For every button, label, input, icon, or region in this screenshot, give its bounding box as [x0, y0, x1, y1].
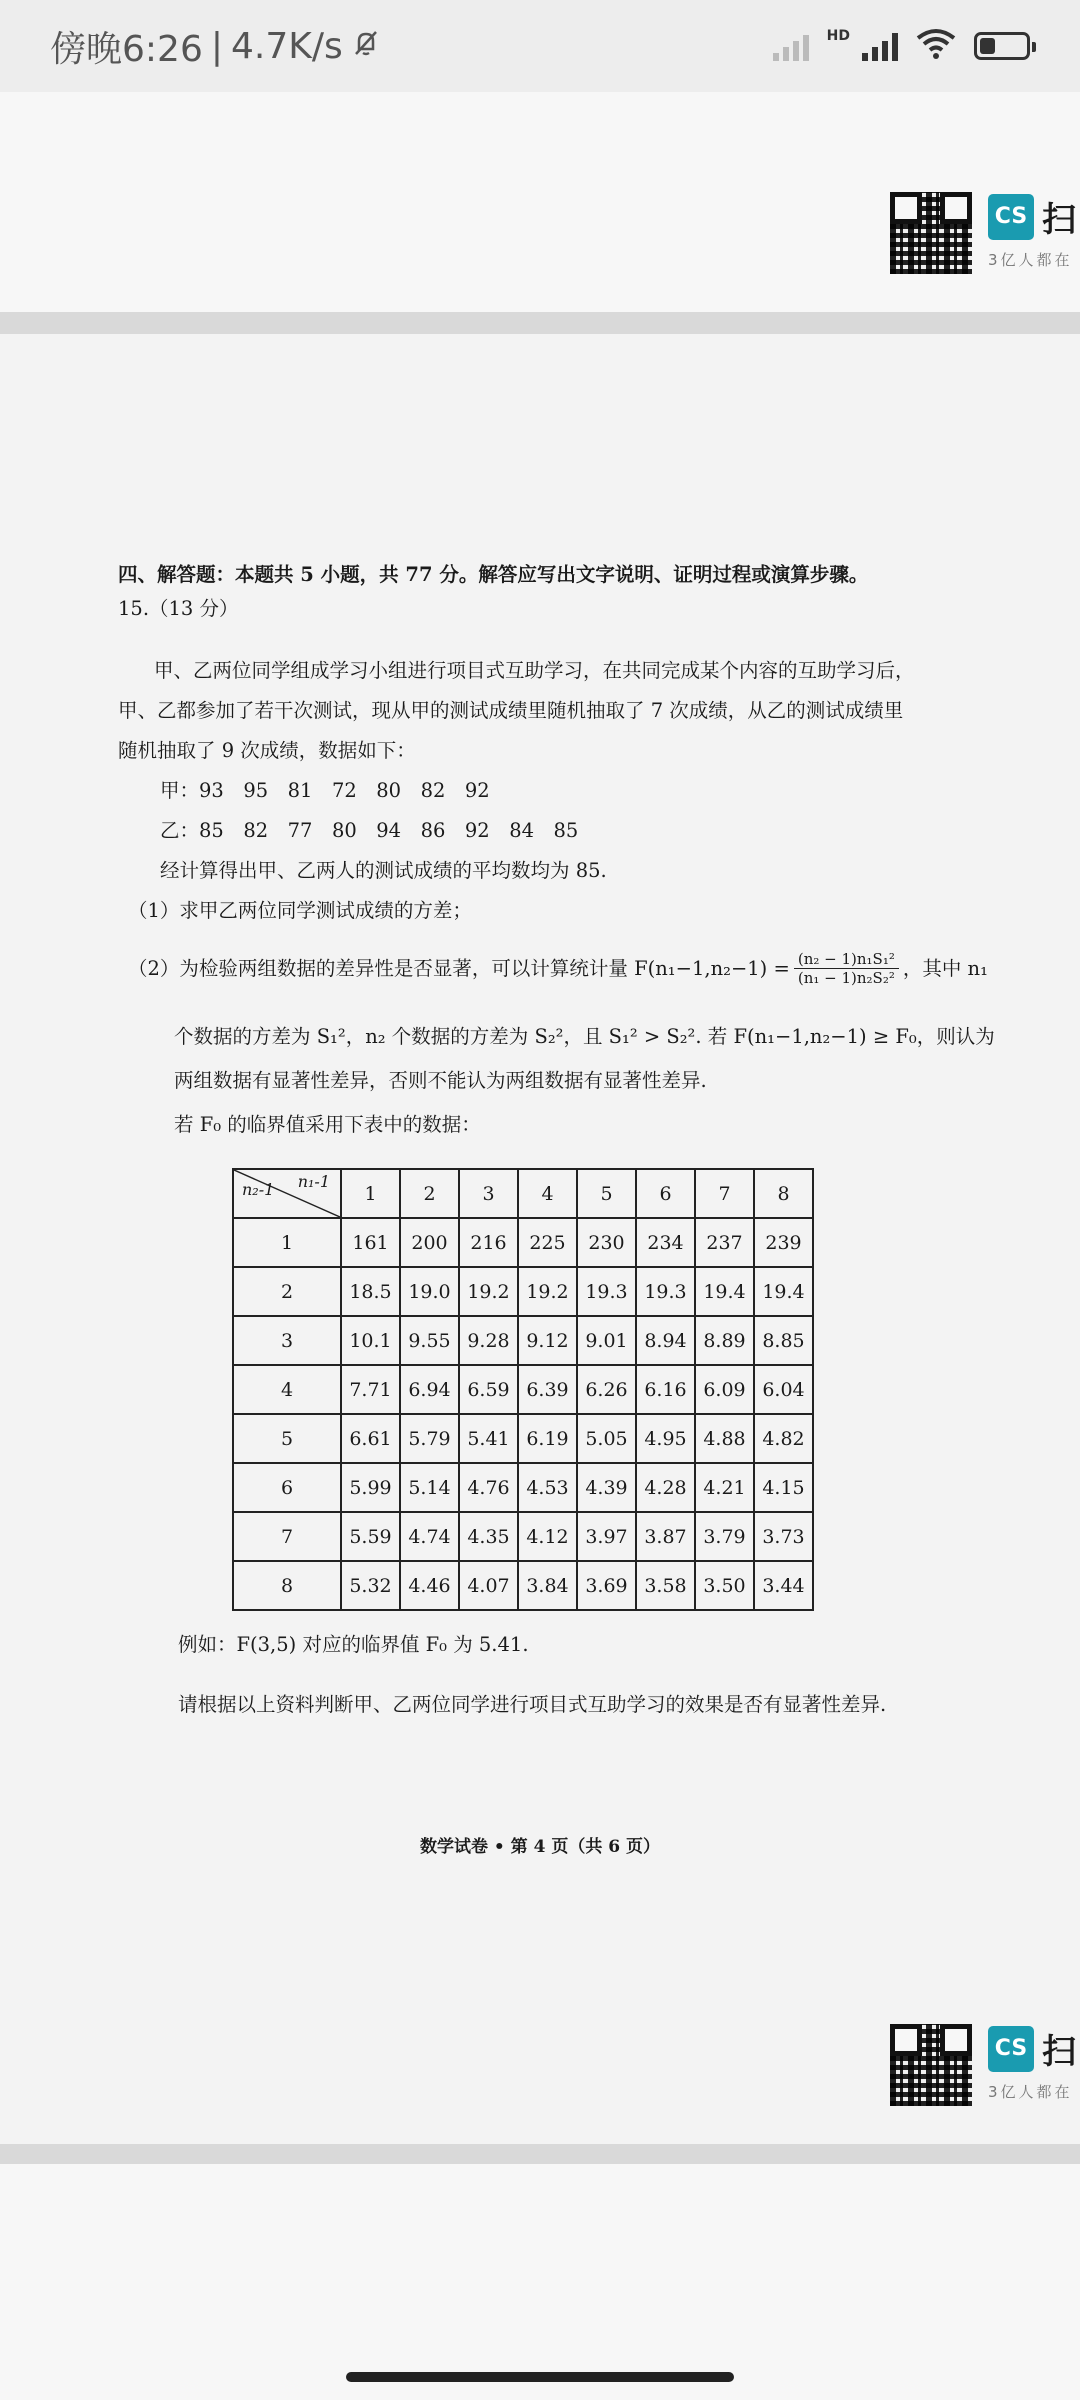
table-cell: 19.3	[577, 1267, 636, 1316]
table-cell: 5.05	[577, 1414, 636, 1463]
home-indicator[interactable]	[346, 2372, 734, 2382]
part-1: （1）求甲乙两位同学测试成绩的方差；	[128, 899, 472, 922]
cs-brand-icon: CS	[988, 2026, 1034, 2072]
table-cell: 4.88	[695, 1414, 754, 1463]
table-row	[233, 1316, 813, 1365]
table-cell: 200	[400, 1218, 459, 1267]
signal-weak-icon	[773, 31, 809, 61]
fraction-denominator: (n₁ − 1)n₂S₂²	[797, 969, 895, 987]
table-cell: 4.76	[459, 1463, 518, 1512]
table-cell: 4.82	[754, 1414, 813, 1463]
wifi-icon	[916, 28, 956, 64]
table-row	[233, 1512, 813, 1561]
table-cell: 3.50	[695, 1561, 754, 1610]
table-cell: 8.89	[695, 1316, 754, 1365]
table-cell: 5.32	[341, 1561, 400, 1610]
status-time: 傍晚6:26	[50, 28, 203, 70]
jia-scores: 甲：93 95 81 72 80 82 92	[160, 779, 490, 802]
table-cell: 5.99	[341, 1463, 400, 1512]
column-header: 2	[400, 1169, 459, 1218]
column-header: 8	[754, 1169, 813, 1218]
row-header: 2	[233, 1267, 341, 1316]
table-corner-cell	[233, 1169, 341, 1218]
table-cell: 3.58	[636, 1561, 695, 1610]
part-2-line-1	[128, 950, 988, 987]
row-header: 7	[233, 1512, 341, 1561]
table-cell: 9.28	[459, 1316, 518, 1365]
table-cell: 3.69	[577, 1561, 636, 1610]
status-separator: |	[210, 25, 223, 67]
table-cell: 4.39	[577, 1463, 636, 1512]
table-row	[233, 1561, 813, 1610]
row-header: 1	[233, 1218, 341, 1267]
part-2-text-a: （2）为检验两组数据的差异性是否显著，可以计算统计量 F(n₁−1,n₂−1) =	[128, 956, 790, 980]
row-header: 3	[233, 1316, 341, 1365]
row-header: 6	[233, 1463, 341, 1512]
camscanner-watermark-top	[890, 192, 1076, 274]
table-cell: 19.0	[400, 1267, 459, 1316]
part-2-line-3: 两组数据有显著性差异，否则不能认为两组数据有显著性差异.	[174, 1069, 707, 1092]
table-cell: 7.71	[341, 1365, 400, 1414]
table-cell: 6.19	[518, 1414, 577, 1463]
cs-brand-word: 扫	[1042, 2032, 1076, 2072]
table-cell: 19.4	[754, 1267, 813, 1316]
table-cell: 18.5	[341, 1267, 400, 1316]
table-cell: 4.21	[695, 1463, 754, 1512]
table-cell: 3.44	[754, 1561, 813, 1610]
camscanner-logo	[988, 192, 1076, 270]
f-critical-value-table	[232, 1168, 814, 1611]
table-cell: 6.26	[577, 1365, 636, 1414]
table-cell: 230	[577, 1218, 636, 1267]
column-header: 1	[341, 1169, 400, 1218]
table-cell: 6.09	[695, 1365, 754, 1414]
mute-bell-icon	[351, 26, 381, 67]
table-cell: 4.53	[518, 1463, 577, 1512]
mean-note: 经计算得出甲、乙两人的测试成绩的平均数均为 85.	[160, 859, 607, 882]
intro-line-2: 甲、乙都参加了若干次测试，现从甲的测试成绩里随机抽取了 7 次成绩，从乙的测试成绩里	[118, 699, 904, 722]
row-header: 5	[233, 1414, 341, 1463]
table-cell: 10.1	[341, 1316, 400, 1365]
table-cell: 4.35	[459, 1512, 518, 1561]
column-header: 6	[636, 1169, 695, 1218]
table-cell: 234	[636, 1218, 695, 1267]
table-cell: 6.94	[400, 1365, 459, 1414]
table-cell: 237	[695, 1218, 754, 1267]
table-cell: 4.46	[400, 1561, 459, 1610]
column-header: 5	[577, 1169, 636, 1218]
qr-code-icon	[890, 2024, 972, 2106]
qr-code-icon	[890, 192, 972, 274]
page-divider	[0, 312, 1080, 334]
hd-label: HD	[826, 28, 850, 44]
signal-icon	[862, 31, 898, 61]
table-cell: 4.15	[754, 1463, 813, 1512]
column-header: 4	[518, 1169, 577, 1218]
column-header: 3	[459, 1169, 518, 1218]
table-cell: 5.59	[341, 1512, 400, 1561]
cs-tagline: 3亿人都在	[988, 2083, 1073, 2101]
table-cell: 161	[341, 1218, 400, 1267]
table-cell: 19.2	[518, 1267, 577, 1316]
table-cell: 3.79	[695, 1512, 754, 1561]
table-cell: 225	[518, 1218, 577, 1267]
page-divider-bottom	[0, 2144, 1080, 2164]
previous-page-tail	[0, 92, 1080, 312]
yi-scores: 乙：85 82 77 80 94 86 92 84 85	[160, 819, 579, 842]
fraction-numerator: (n₂ − 1)n₁S₁²	[794, 950, 899, 969]
table-cell: 19.3	[636, 1267, 695, 1316]
cs-brand-icon: CS	[988, 194, 1034, 240]
table-cell: 5.79	[400, 1414, 459, 1463]
example-note: 例如：F(3,5) 对应的临界值 F₀ 为 5.41.	[178, 1633, 529, 1656]
table-cell: 4.74	[400, 1512, 459, 1561]
cs-tagline: 3亿人都在	[988, 251, 1073, 269]
table-cell: 4.12	[518, 1512, 577, 1561]
status-left	[50, 21, 381, 72]
table-cell: 3.73	[754, 1512, 813, 1561]
col-header-label: n₁-1	[297, 1172, 330, 1191]
table-cell: 19.4	[695, 1267, 754, 1316]
table-row	[233, 1365, 813, 1414]
table-row	[233, 1414, 813, 1463]
cs-brand-word: 扫	[1042, 200, 1076, 240]
column-header: 7	[695, 1169, 754, 1218]
table-cell: 3.87	[636, 1512, 695, 1561]
table-row	[233, 1267, 813, 1316]
table-cell: 6.61	[341, 1414, 400, 1463]
table-cell: 8.85	[754, 1316, 813, 1365]
row-header: 8	[233, 1561, 341, 1610]
battery-icon	[974, 32, 1030, 60]
table-intro: 若 F₀ 的临界值采用下表中的数据：	[174, 1113, 481, 1136]
table-cell: 19.2	[459, 1267, 518, 1316]
table-cell: 6.39	[518, 1365, 577, 1414]
next-page-head	[0, 2032, 1080, 2400]
table-cell: 5.41	[459, 1414, 518, 1463]
table-cell: 8.94	[636, 1316, 695, 1365]
table-cell: 239	[754, 1218, 813, 1267]
page-footer: 数学试卷 • 第 4 页（共 6 页）	[419, 1837, 661, 1857]
table-cell: 4.28	[636, 1463, 695, 1512]
table-cell: 5.14	[400, 1463, 459, 1512]
table-cell: 9.01	[577, 1316, 636, 1365]
section-header: 四、解答题：本题共 5 小题，共 77 分。解答应写出文字说明、证明过程或演算步骤。	[118, 563, 869, 586]
table-cell: 216	[459, 1218, 518, 1267]
table-row	[233, 1218, 813, 1267]
intro-line-3: 随机抽取了 9 次成绩，数据如下：	[118, 739, 416, 762]
network-speed: 4.7K/s	[230, 25, 343, 67]
part-2-line-2: 个数据的方差为 S₁²，n₂ 个数据的方差为 S₂²，且 S₁² > S₂². 若 F(n₁−1,n₂−1) ≥ F₀，则认为	[174, 1025, 995, 1048]
part-2-text-b: ，其中 n₁	[902, 956, 988, 980]
table-cell: 6.59	[459, 1365, 518, 1414]
intro-line-1: 甲、乙两位同学组成学习小组进行项目式互助学习，在共同完成某个内容的互助学习后，	[154, 659, 915, 682]
f-statistic-fraction	[794, 950, 899, 987]
table-cell: 4.95	[636, 1414, 695, 1463]
table-cell: 9.55	[400, 1316, 459, 1365]
camscanner-watermark-bottom	[890, 2024, 1076, 2106]
table-row	[233, 1463, 813, 1512]
table-cell: 3.84	[518, 1561, 577, 1610]
status-bar	[0, 0, 1080, 92]
question-number: 15.（13 分）	[118, 597, 239, 620]
table-cell: 6.16	[636, 1365, 695, 1414]
table-header-row	[233, 1169, 813, 1218]
row-header: 4	[233, 1365, 341, 1414]
table-cell: 6.04	[754, 1365, 813, 1414]
conclusion-question: 请根据以上资料判断甲、乙两位同学进行项目式互助学习的效果是否有显著性差异.	[178, 1693, 887, 1716]
table-cell: 3.97	[577, 1512, 636, 1561]
status-right	[773, 28, 1030, 64]
table-cell: 4.07	[459, 1561, 518, 1610]
camscanner-logo	[988, 2024, 1076, 2102]
table-cell: 9.12	[518, 1316, 577, 1365]
row-header-label: n₂-1	[242, 1180, 275, 1199]
